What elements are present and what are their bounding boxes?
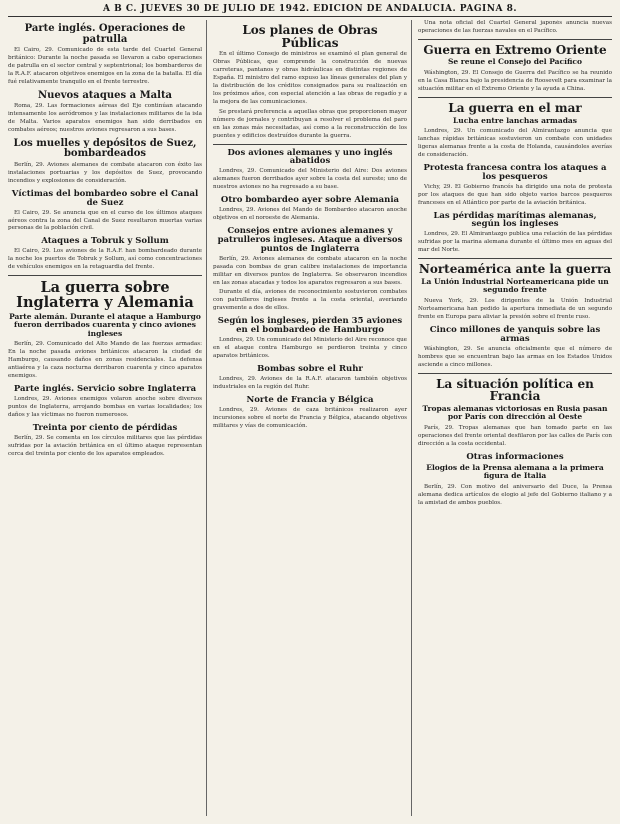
headline: Treinta por ciento de pérdidas <box>32 422 178 433</box>
headline: Parte inglés. Operaciones de patrulla <box>24 23 186 45</box>
subheadline: Lucha entre lanchas armadas <box>452 115 578 125</box>
headline: Víctimas del bombardeo sobre el Canal de Suez <box>11 188 199 208</box>
article-text: Londres, 29. Aviones de la R.A.F. atacaron también objetivos industriales en la región del Ruhr. <box>213 375 407 390</box>
headline: La guerra sobre Inglaterra y Alemania <box>16 279 194 312</box>
article-text: En el último Consejo de ministros se examinó el plan general de Obras Públicas, que comprende la construcción de nuevas carreteras, pantanos y obras hidráulicas en distintas regiones de España. El ministro del ramo expuso las líneas generales del plan y la distribución de los créditos consignados para su realización en los próximos años, con especial atención a las obras de regadío y a la mejora de las comunicaciones. <box>213 51 407 105</box>
subheadline: Tropas alemanas victoriosas en Rusia pasan por París con dirección al Oeste <box>422 403 608 422</box>
headline: La guerra en el mar <box>448 100 582 115</box>
headline: Otro bombardeo ayer sobre Alemania <box>220 195 400 206</box>
article-text: Berlín, 29. Aviones alemanes de combate atacaron con éxito las instalaciones portuarias y los depósitos de Suez, provocando incendios y explosiones de consideración. <box>8 161 202 184</box>
headline: Dos aviones alemanes y uno inglés abatidos <box>227 147 393 167</box>
headline: Las pérdidas marítimas alemanas, según los ingleses <box>433 210 597 230</box>
subheadline: La Unión Industrial Norteamericana pide un segundo frente <box>421 276 609 295</box>
headline: Norteamérica ante la guerra <box>418 262 612 277</box>
headline: Otras informaciones <box>466 451 564 462</box>
column-2 <box>213 20 412 816</box>
headline: Según los ingleses, pierden 35 aviones en el bombardeo de Hamburgo <box>217 316 403 336</box>
article-text: Londres, 29. El Almirantazgo publica una relación de las pérdidas sufridas por la marina alemana durante el último mes en aguas del mar del Norte. <box>418 231 612 254</box>
headline: Cinco millones de yanquis sobre las armas <box>429 324 601 344</box>
article-text: Berlín, 29. Comunicado del Alto Mando de las fuerzas armadas: En la noche pasada aviones británicos atacaron la ciudad de Hamburgo, causando daños en zonas residenciales. La defensa antiaérea y la caza nocturna derribaron cuarenta y cinco aparatos enemigos. <box>8 341 202 380</box>
headline: Parte inglés. Servicio sobre Inglaterra <box>13 384 197 395</box>
article-text: Londres, 29. Un comunicado del Almirantazgo anuncia que lanchas rápidas británicas sostuvieron un combate con unidades ligeras alemanas frente a la costa de Holanda, causándoles averías de consideración. <box>418 128 612 158</box>
headline: Protesta francesa contra los ataques a los pesqueros <box>423 162 607 182</box>
article-text: Roma, 29. Las formaciones aéreas del Eje continúan atacando intensamente los aeródromos y las instalaciones militares de la isla de Malta. Varios aparatos enemigos han sido derribados en combates aéreos; nuestros aviones regresaron a sus bases. <box>8 103 202 133</box>
column-3 <box>418 20 612 816</box>
article-text: Wáshington, 29. El Consejo de Guerra del Pacífico se ha reunido en la Casa Blanca bajo la presidencia de Roosevelt para examinar la situación militar en el Extremo Oriente y la ayuda a China. <box>418 70 612 92</box>
divider <box>8 275 202 276</box>
running-head: A B C. JUEVES 30 DE JULIO DE 1942. EDICION DE ANDALUCIA. PAGINA 8. <box>8 4 612 17</box>
article-text: Wáshington, 29. Se anuncia oficialmente que el número de hombres que se encuentran bajo las armas en los Estados Unidos asciende a cinco millones. <box>418 345 612 368</box>
headline: Consejos entre aviones alemanes y patrulleros ingleses. Ataque a diversos puntos de Inglaterra <box>217 225 403 254</box>
article-text: Durante el día, aviones de reconocimiento sostuvieron combates con patrulleros ingleses frente a la costa oriental, averiando gravemente a dos de ellos. <box>213 289 407 312</box>
article-text: Londres, 29. Aviones de caza británicos realizaron ayer incursiones sobre el norte de Francia y Bélgica, atacando objetivos militares y vías de comunicación. <box>213 406 407 429</box>
headline: Bombas sobre el Ruhr <box>257 363 363 374</box>
headline: Los planes de Obras Públicas <box>242 23 378 50</box>
article-text: El Cairo, 29. Se anuncia que en el curso de los últimos ataques aéreos contra la zona del Canal de Suez resultaron muertas varias personas de la población civil. <box>8 209 202 232</box>
subheadline: Elogios de la Prensa alemana a la primera figura de Italia <box>426 462 604 481</box>
divider <box>418 97 612 98</box>
article-text: Londres, 29. Comunicado del Ministerio del Aire: Dos aviones alemanes fueron derribados ayer sobre la costa del sureste; uno de nuestros aviones no ha regresado a su base. <box>213 168 407 191</box>
article-text: Vichy, 29. El Gobierno francés ha dirigido una nota de protesta por los ataques de que han sido objeto varios barcos pesqueros franceses en el Atlántico por parte de la aviación británica. <box>418 183 612 206</box>
article-text: Berlín, 29. Aviones alemanes de combate atacaron en la noche pasada con bombas de gran calibre instalaciones de importancia militar en diversos puntos de Inglaterra. Se observaron incendios en las zonas atacadas y todos los aparatos regresaron a sus bases. <box>213 255 407 286</box>
article-text: Berlín, 29. Se comenta en los círculos militares que las pérdidas sufridas por la aviación británica en el último ataque representan cerca del treinta por ciento de los aparatos empleados. <box>8 434 202 457</box>
article-text: Londres, 29. Un comunicado del Ministerio del Aire reconoce que en el ataque contra Hamburgo se perdieron treinta y cinco aparatos británicos. <box>213 337 407 359</box>
headline: Norte de Francia y Bélgica <box>246 394 374 405</box>
article-text: Londres, 29. Aviones enemigos volaron anoche sobre diversos puntos de Inglaterra, arrojando bombas en varias localidades; los daños y las víctimas no fueron numerosos. <box>8 396 202 418</box>
article-text: Londres, 29. Aviones del Mando de Bombardeo atacaron anoche objetivos en el noroeste de Alemania. <box>213 207 407 222</box>
headline: Nuevos ataques a Malta <box>37 89 173 101</box>
article-text: Se prestará preferencia a aquellas obras que proporcionen mayor número de jornales y contribuyan a resolver el problema del paro en las zonas más necesitadas, así como a la reconstrucción de los puentes y edificios destruídos durante la guerra. <box>213 108 407 139</box>
subheadline: Se reune el Consejo del Pacífico <box>447 57 582 67</box>
headline: La situación política en Francia <box>436 376 594 404</box>
columns <box>8 20 612 816</box>
headline: Los muelles y depósitos de Suez, bombardeados <box>13 137 197 160</box>
divider <box>418 258 612 259</box>
article-text: Una nota oficial del Cuartel General japonés anuncia nuevas operaciones de las fuerzas navales en el Pacífico. <box>418 20 612 34</box>
column-1 <box>8 20 207 816</box>
divider <box>418 373 612 374</box>
headline: Ataques a Tobruk y Sollum <box>41 236 169 247</box>
divider <box>418 39 612 40</box>
article-text: Berlín, 29. Con motivo del aniversario del Duce, la Prensa alemana dedica artículos de elogio al jefe del Gobierno italiano y a la amistad de ambos pueblos. <box>418 483 612 506</box>
article-text: El Cairo, 29. Los aviones de la R.A.F. han bombardeado durante la noche los puertos de Tobruk y Sollum, así como concentraciones de vehículos enemigos en la retaguardia del frente. <box>8 248 202 271</box>
article-text: Nueva York, 29. Los dirigentes de la Unión Industrial Norteamericana han pedido la apertura inmediata de un segundo frente en Europa para aliviar la presión sobre el frente ruso. <box>418 298 612 320</box>
divider <box>213 144 407 145</box>
article-text: El Cairo, 29. Comunicado de esta tarde del Cuartel General británico: Durante la noche pasada se llevaron a cabo operaciones de patrulla en el sector central y septentrional; los bombarderos de la R.A.F. atacaron objetivos enemigos en la zona de la batalla. El día fué relativamente tranquilo en el frente terrestre. <box>8 47 202 85</box>
headline: Guerra en Extremo Oriente <box>423 42 607 57</box>
subheadline: Parte alemán. Durante el ataque a Hamburgo fueron derribados cuarenta y cinco aviones ingleses <box>9 311 201 338</box>
article-text: París, 29. Tropas alemanas que han tomado parte en las operaciones del frente oriental desfilaron por las calles de París con dirección a la costa occidental. <box>418 424 612 447</box>
